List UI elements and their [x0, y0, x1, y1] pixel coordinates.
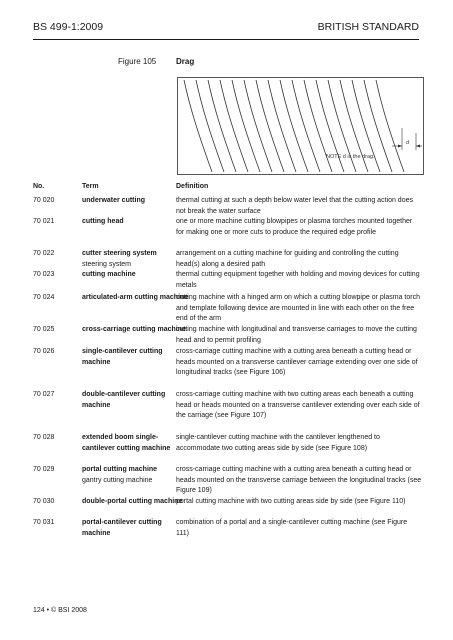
- term-name: [82, 249, 190, 270]
- term-synonym: steering system: [82, 260, 132, 268]
- term-primary: underwater cutting: [82, 197, 146, 204]
- term-number: 70 024: [33, 294, 55, 301]
- term-primary: portal cutting machine: [82, 466, 158, 473]
- drag-illustration: [178, 78, 423, 174]
- term-primary: cutter steering system: [82, 250, 157, 257]
- term-definition: one or more machine cutting blowpipes or plasma torches mounted together for making one or more cuts to produce the required edge profile: [176, 218, 413, 236]
- term-name: [82, 518, 190, 539]
- term-definition: combination of a portal and a single-cantilever cutting machine (see Figure 111): [176, 519, 408, 537]
- drag-line: [244, 80, 272, 172]
- drag-line: [196, 80, 224, 172]
- drag-line: [376, 80, 404, 172]
- term-definition: cutting machine with longitudinal and transverse carriages to move the cutting head and to permit profiling: [176, 326, 417, 344]
- document-code: BS 499-1:2009: [33, 21, 104, 33]
- term-definition: arrangement on a cutting machine for guiding and controlling the cutting head(s) along a desired path: [176, 250, 399, 268]
- term-synonym: gantry cutting machine: [82, 476, 153, 484]
- header-rule: [33, 39, 419, 40]
- term-number: 70 022: [33, 250, 55, 257]
- drag-line: [232, 80, 260, 172]
- drag-line: [256, 80, 284, 172]
- column-header-definition: Definition: [176, 183, 209, 190]
- term-primary: cutting head: [82, 218, 124, 225]
- term-name: [82, 433, 190, 454]
- drag-line: [184, 80, 212, 172]
- term-name: [82, 465, 190, 486]
- term-definition: thermal cutting equipment together with holding and moving devices for cutting metals: [176, 271, 420, 289]
- term-name: [82, 390, 190, 411]
- term-name: [82, 347, 190, 368]
- drag-line: [268, 80, 296, 172]
- term-number: 70 021: [33, 218, 55, 225]
- term-number: 70 025: [33, 326, 55, 333]
- figure-note: NOTE d is the drag.: [326, 154, 375, 160]
- term-primary: extended boom single-cantilever cutting machine: [82, 434, 171, 452]
- term-primary: articulated-arm cutting machine: [82, 294, 189, 301]
- drag-line: [208, 80, 236, 172]
- term-primary: double-portal cutting machine: [82, 498, 183, 505]
- term-definition: thermal cutting at such a depth below water level that the cutting action does not break the water surface: [176, 197, 413, 215]
- term-definition: cutting machine with a hinged arm on which a cutting blowpipe or plasma torch and template following device are mounted in line with each other on the free end of the arm: [176, 294, 420, 322]
- figure-number: Figure 105: [118, 57, 157, 66]
- term-number: 70 020: [33, 197, 55, 204]
- term-number: 70 023: [33, 271, 55, 278]
- term-definition: cross-carriage cutting machine with a cutting area beneath a cutting head or heads mounted on the transverse carriage between the longitudinal tracks (see Figure 109): [176, 466, 422, 494]
- drag-line: [220, 80, 248, 172]
- term-name: [82, 217, 190, 228]
- term-primary: single-cantilever cutting machine: [82, 348, 163, 366]
- term-definition: cross-carriage cutting machine with a cutting area beneath a cutting head or heads mounted on a transverse cantilever carriage extending over one side of longitudinal tracks (see Figure 106): [176, 348, 418, 376]
- drag-dimension-label: d: [406, 140, 410, 146]
- term-number: 70 031: [33, 519, 55, 526]
- term-name: [82, 270, 190, 281]
- arrowhead-icon: [416, 145, 420, 148]
- column-header-term: Term: [82, 183, 99, 190]
- term-definition: cross-carriage cutting machine with two cutting areas each beneath a cutting head or heads mounted on a transverse cantilever extending over each side of the carriage (see Figure 107): [176, 391, 420, 419]
- arrowhead-icon: [398, 145, 402, 148]
- term-number: 70 028: [33, 434, 55, 441]
- drag-line: [280, 80, 308, 172]
- drag-figure: [177, 77, 424, 175]
- page-footer: 124 • © BSI 2008: [33, 607, 87, 614]
- term-primary: portal-cantilever cutting machine: [82, 519, 162, 537]
- term-number: 70 026: [33, 348, 55, 355]
- document-series: BRITISH STANDARD: [317, 21, 419, 33]
- term-definition: single-cantilever cutting machine with the cantilever lengthened to accommodate two cutting areas side by side (see Figure 108): [176, 434, 380, 452]
- term-primary: cross-carriage cutting machine: [82, 326, 186, 333]
- term-number: 70 030: [33, 498, 55, 505]
- figure-title: Drag: [176, 57, 195, 66]
- drag-line: [292, 80, 320, 172]
- term-number: 70 029: [33, 466, 55, 473]
- term-primary: cutting machine: [82, 271, 136, 278]
- term-name: [82, 293, 190, 304]
- term-primary: double-cantilever cutting machine: [82, 391, 166, 409]
- term-name: [82, 196, 190, 207]
- column-header-no: No.: [33, 183, 45, 190]
- term-number: 70 027: [33, 391, 55, 398]
- term-definition: portal cutting machine with two cutting areas side by side (see Figure 110): [176, 498, 406, 505]
